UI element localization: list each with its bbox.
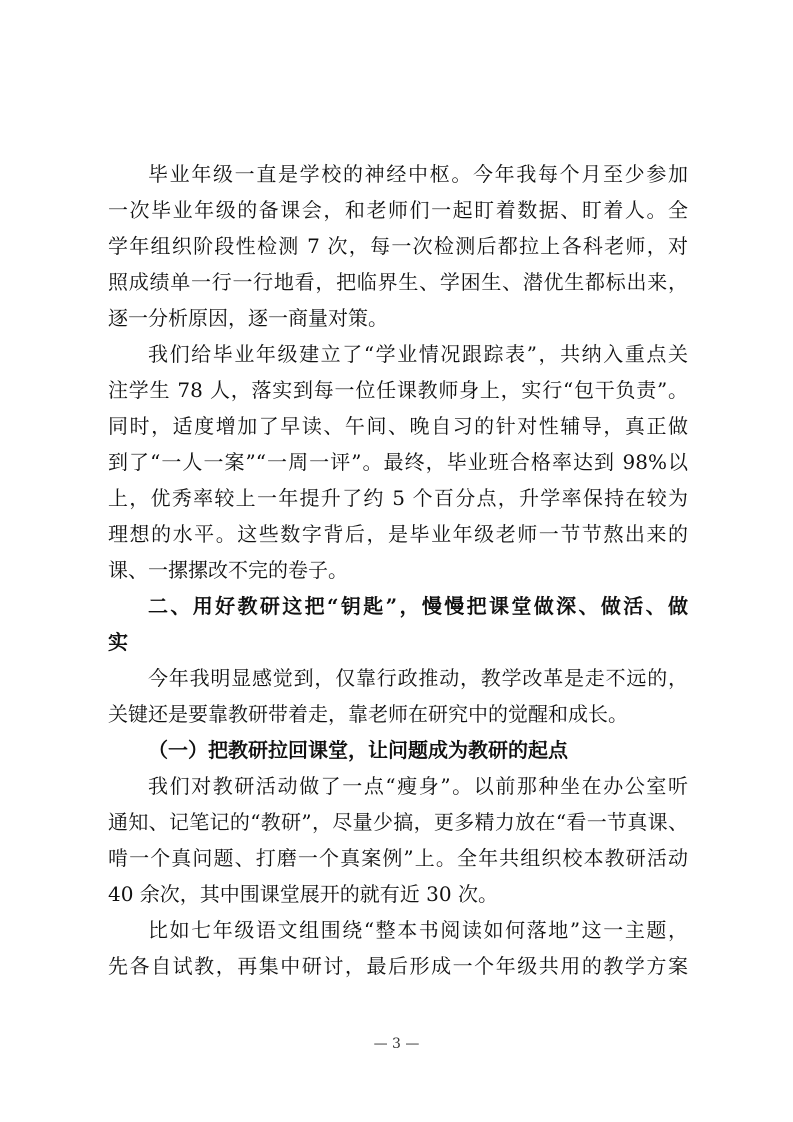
heading-line: 二、用好教研这把“钥匙”，慢慢把课堂做深、做活、做	[148, 594, 688, 618]
text-line: 注学生 78 人，落实到每一位任课教师身上，实行“包干负责”。	[108, 378, 688, 402]
text-line: 通知、记笔记的“教研”，尽量少搞，更多精力放在“看一节真课、	[108, 810, 688, 834]
text-line: 课、一摞摞改不完的卷子。	[108, 558, 348, 582]
text-line: 学年组织阶段性检测 7 次，每一次检测后都拉上各科老师，对	[108, 234, 688, 258]
text-line: 理想的水平。这些数字背后，是毕业年级老师一节节熬出来的	[108, 522, 688, 546]
subheading-research-in-classroom	[108, 732, 688, 768]
text-line: 上，优秀率较上一年提升了约 5 个百分点，升学率保持在较为	[108, 486, 688, 510]
text-line: 我们给毕业年级建立了“学业情况跟踪表”，共纳入重点关	[148, 342, 688, 366]
subheading-line: （一）把教研拉回课堂，让问题成为教研的起点	[148, 738, 568, 762]
paragraph-tracking-table	[108, 336, 688, 588]
text-line: 一次毕业年级的备课会，和老师们一起盯着数据、盯着人。全	[108, 198, 688, 222]
paragraph-slimming-research	[108, 768, 688, 912]
text-line: 比如七年级语文组围绕“整本书阅读如何落地”这一主题，	[148, 918, 688, 942]
text-line: 同时，适度增加了早读、午间、晚自习的针对性辅导，真正做	[108, 414, 688, 438]
paragraph-graduating-grade	[108, 156, 688, 336]
text-line: 40 余次，其中围课堂展开的就有近 30 次。	[108, 882, 498, 906]
text-line: 毕业年级一直是学校的神经中枢。今年我每个月至少参加	[148, 162, 688, 186]
section-heading-teaching-research	[108, 588, 688, 660]
text-line: 啃一个真问题、打磨一个真案例”上。全年共组织校本教研活动	[108, 846, 688, 870]
text-line: 逐一分析原因，逐一商量对策。	[108, 306, 388, 330]
text-line: 先各自试教，再集中研讨，最后形成一个年级共用的教学方案	[108, 954, 688, 978]
text-line: 关键还是要靠教研带着走，靠老师在研究中的觉醒和成长。	[108, 702, 628, 726]
text-line: 今年我明显感觉到，仅靠行政推动，教学改革是走不远的，	[148, 666, 688, 690]
text-line: 照成绩单一行一行地看，把临界生、学困生、潜优生都标出来，	[108, 270, 688, 294]
paragraph-research-driven	[108, 660, 688, 732]
body-text	[108, 156, 688, 984]
paragraph-grade7-example	[108, 912, 688, 984]
text-line: 我们对教研活动做了一点“瘦身”。以前那种坐在办公室听	[148, 774, 688, 798]
heading-line: 实	[108, 630, 128, 654]
page-number: — 3 —	[373, 1036, 420, 1052]
text-line: 到了“一人一案”“一周一评”。最终，毕业班合格率达到 98%以	[108, 450, 688, 474]
